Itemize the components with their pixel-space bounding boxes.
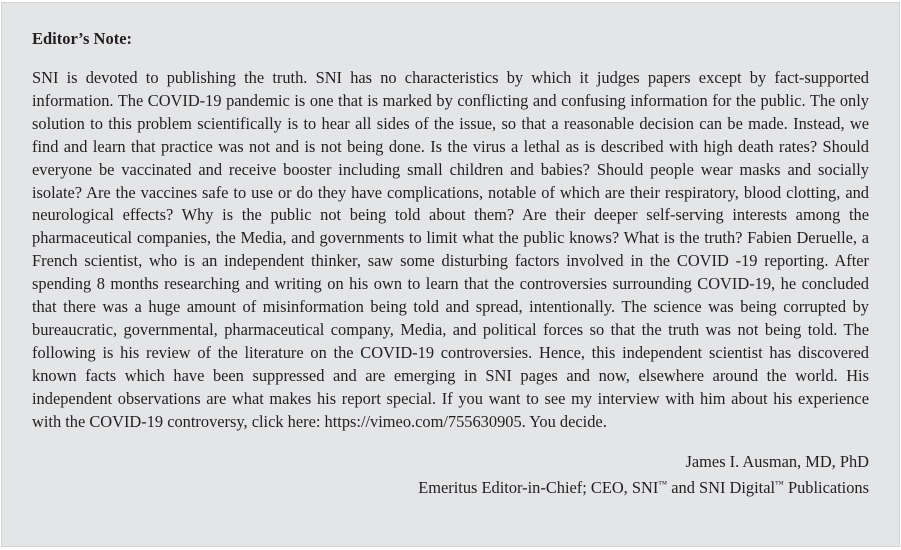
editors-note-box xyxy=(1,2,900,547)
trademark-mark: ™ xyxy=(775,478,784,489)
trademark-mark: ™ xyxy=(658,478,668,489)
signature-title-middle: and SNI Digital xyxy=(667,477,776,497)
signature-name: James I. Ausman, MD, PhD xyxy=(685,451,869,471)
note-title: Editor’s Note: xyxy=(32,29,133,48)
note-body: SNI is devoted to publishing the truth. SNI has no characteristics by which it judges papers except by fact-supported information. The COVID-19 pandemic is one that is marked by conflicting and confusing information for the public. The only solution to this problem scientifically is to hear all sides of the issue, so that a reasonable decision can be made. Instead, we find and learn that practice was not and is not being done. Is the virus a lethal as is described with high death rates? Should everyone be vaccinated and receive booster including small children and babies? Should people wear masks and socially isolate? Are the vaccines safe to use or do they have complications, notable of which are their respiratory, blood clotting, and neurological effects? Why is the public not being told about them? Are their deeper self-serving interests among the pharmaceutical companies, the Media, and governments to limit what the public knows? What is the truth? Fabien Deruelle, a French scientist, who is an independent thinker, saw some disturbing factors involved in the COVID -19 reporting. After spending 8 months researching and writing on his own to learn that the controversies surrounding COVID-19, he concluded that there was a huge amount of misinformation being told and spread, intentionally. The science was being corrupted by bureaucratic, governmental, pharmaceutical company, Media, and political forces so that the truth was not being told. The following is his review of the literature on the COVID-19 controversies. Hence, this independent scientist has discovered known facts which have been suppressed and are emerging in SNI pages and now, elsewhere around the world. His independent observations are what makes his report special. If you want to see my interview with him about his experience with the COVID-19 controversy, click here: https://vimeo.com/755630905. You decide. xyxy=(32,68,869,431)
signature-title-prefix: Emeritus Editor-in-Chief; CEO, SNI xyxy=(418,477,659,497)
signature-block xyxy=(32,450,869,499)
signature-title-suffix: Publications xyxy=(783,477,869,497)
signature-title xyxy=(32,473,869,499)
